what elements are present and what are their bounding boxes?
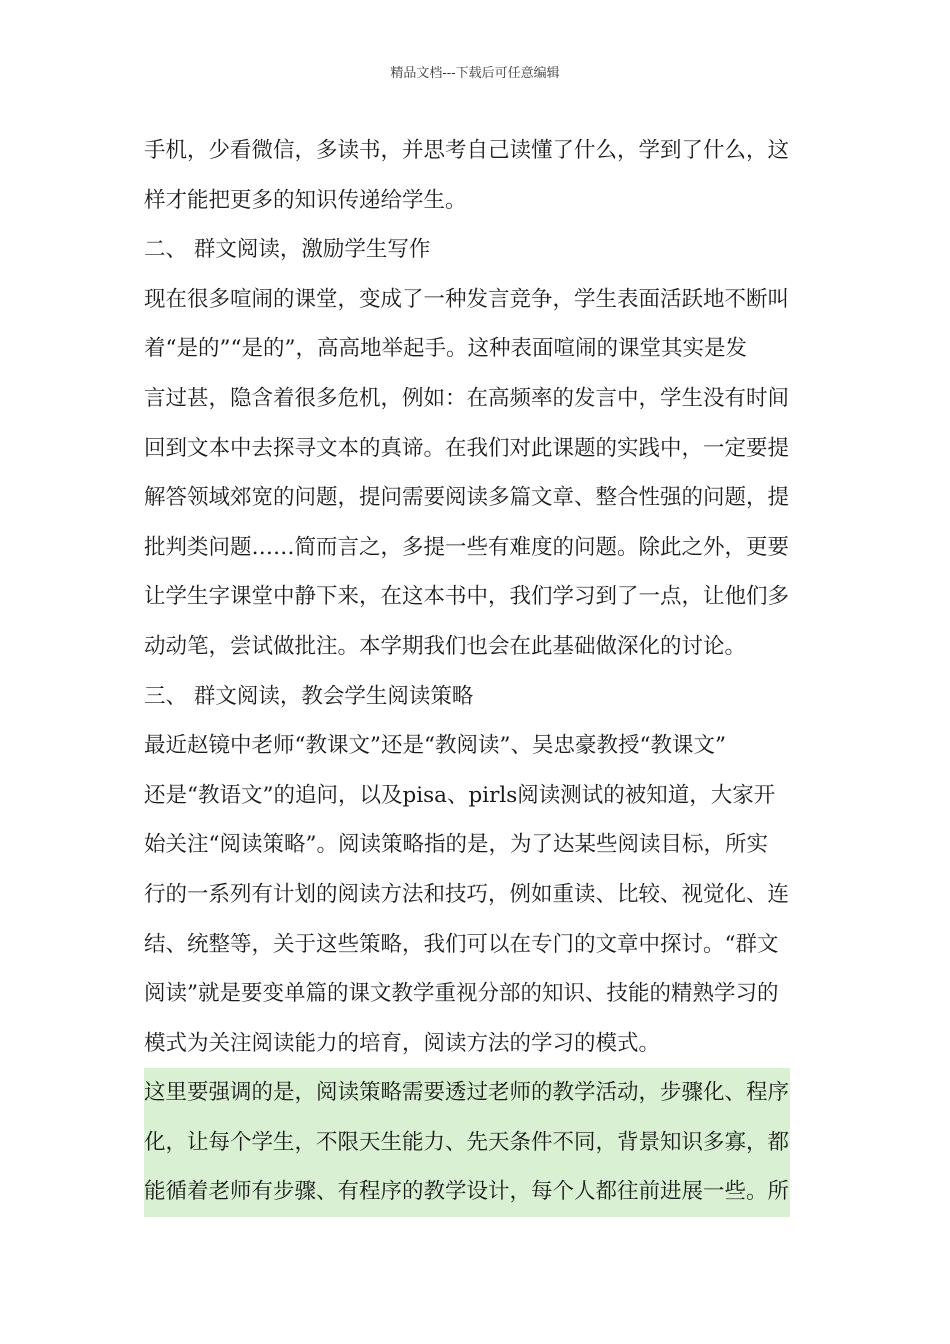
text-line: 着“是的”“是的”，高高地举起手。这种表面喧闹的课堂其实是发 xyxy=(144,336,747,362)
text-line: 批判类问题……简而言之，多提一些有难度的问题。除此之外，更要 xyxy=(144,534,790,560)
highlighted-line: 能循着老师有步骤、有程序的教学设计，每个人都往前进展一些。所 xyxy=(144,1167,790,1217)
document-body xyxy=(144,126,814,1217)
text-line: 言过甚，隐含着很多危机，例如：在高频率的发言中，学生没有时间 xyxy=(144,385,790,411)
text-line: 现在很多喧闹的课堂，变成了一种发言竞争，学生表面活跃地不断叫 xyxy=(144,286,790,312)
highlighted-line: 化，让每个学生，不限天生能力、先天条件不同，背景知识多寡，都 xyxy=(144,1118,790,1168)
text-line: 行的一系列有计划的阅读方法和技巧，例如重读、比较、视觉化、连 xyxy=(144,881,790,907)
text-line: 让学生字课堂中静下来，在这本书中，我们学习到了一点，让他们多 xyxy=(144,584,790,610)
text-line: 动动笔，尝试做批注。本学期我们也会在此基础做深化的讨论。 xyxy=(144,633,747,659)
text-line: 模式为关注阅读能力的培育，阅读方法的学习的模式。 xyxy=(144,1030,661,1056)
text-line: 结、统整等，关于这些策略，我们可以在专门的文章中探讨。“群文 xyxy=(144,931,779,957)
text-line: 阅读”就是要变单篇的课文教学重视分部的知识、技能的精熟学习的 xyxy=(144,981,779,1007)
text-line: 还是“教语文”的追问，以及pisa、pirls阅读测试的被知道，大家开 xyxy=(144,782,776,808)
text-line: 始关注“阅读策略”。阅读策略指的是，为了达某些阅读目标，所实 xyxy=(144,832,768,858)
page-header: 精品文档---下载后可任意编辑 xyxy=(390,66,560,81)
text-line: 解答领域郊宽的问题，提问需要阅读多篇文章、整合性强的问题，提 xyxy=(144,485,790,511)
section-heading: 二、 群文阅读，激励学生写作 xyxy=(144,237,431,263)
text-line: 样才能把更多的知识传递给学生。 xyxy=(144,187,467,213)
text-line: 回到文本中去探寻文本的真谛。在我们对此课题的实践中，一定要提 xyxy=(144,435,790,461)
text-line: 最近赵镜中老师“教课文”还是“教阅读”、吴忠豪教授“教课文” xyxy=(144,733,726,759)
section-heading: 三、 群文阅读，教会学生阅读策略 xyxy=(144,683,474,709)
highlighted-line: 这里要强调的是，阅读策略需要透过老师的教学活动，步骤化、程序 xyxy=(144,1068,790,1118)
text-line: 手机，少看微信，多读书，并思考自己读懂了什么，学到了什么，这 xyxy=(144,138,790,163)
